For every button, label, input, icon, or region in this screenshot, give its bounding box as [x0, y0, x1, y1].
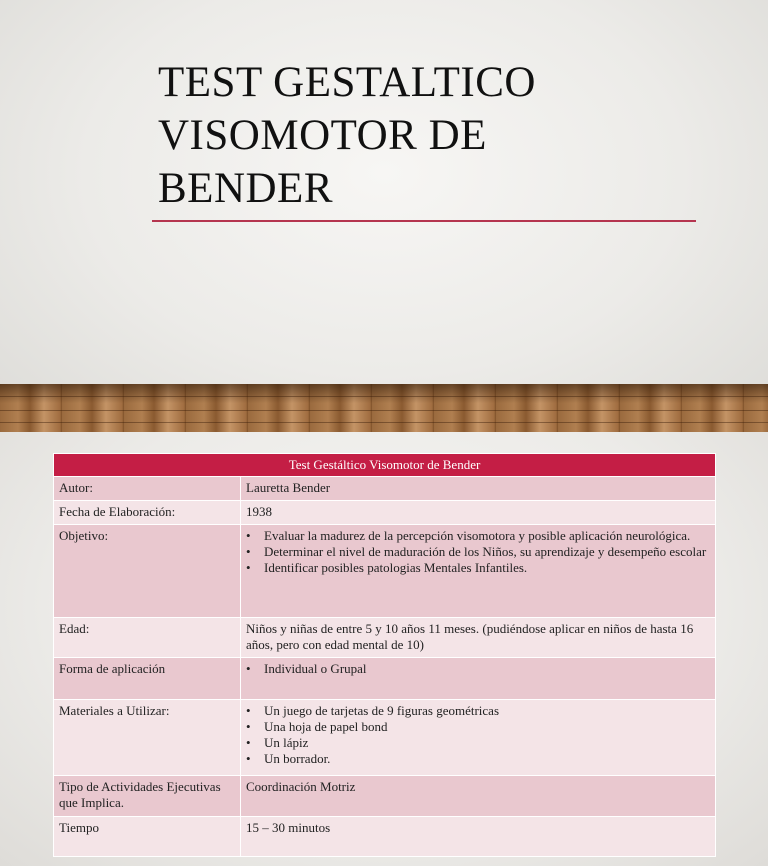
- row-label: Objetivo:: [54, 525, 241, 618]
- table-row: [54, 501, 716, 525]
- row-value: Lauretta Bender: [241, 477, 716, 501]
- row-value: 1938: [241, 501, 716, 525]
- row-label: Tiempo: [54, 817, 241, 857]
- list-item: • Evaluar la madurez de la percepción visomotora y posible aplicación neurológica.: [264, 528, 710, 544]
- table-row: [54, 776, 716, 817]
- row-label: Autor:: [54, 477, 241, 501]
- title-underline: [152, 220, 696, 222]
- row-label: Tipo de Actividades Ejecutivas que Implica.: [54, 776, 241, 817]
- row-value: [241, 525, 716, 618]
- title-line: TEST GESTALTICO: [158, 59, 536, 106]
- table-row: [54, 700, 716, 776]
- table-row: [54, 525, 716, 618]
- table-row: [54, 477, 716, 501]
- row-value: Coordinación Motriz: [241, 776, 716, 817]
- table-row: [54, 817, 716, 857]
- title-line: VISOMOTOR DE: [158, 112, 487, 159]
- slide-title: [158, 56, 698, 215]
- row-value: Niños y niñas de entre 5 y 10 años 11 meses. (pudiéndose aplicar en niños de hasta 16 años, pero con edad mental de 10): [241, 618, 716, 658]
- list-item: • Un lápiz: [264, 735, 710, 751]
- list-item: • Individual o Grupal: [264, 661, 710, 677]
- row-label: Materiales a Utilizar:: [54, 700, 241, 776]
- table-header: Test Gestáltico Visomotor de Bender: [54, 454, 716, 477]
- title-slide: [0, 0, 768, 432]
- row-label: Fecha de Elaboración:: [54, 501, 241, 525]
- list-item: • Una hoja de papel bond: [264, 719, 710, 735]
- objective-list: [246, 528, 710, 576]
- info-table: [53, 453, 716, 857]
- application-list: [246, 661, 710, 677]
- list-item: • Un borrador.: [264, 751, 710, 767]
- row-value: 15 – 30 minutos: [241, 817, 716, 857]
- row-value: [241, 700, 716, 776]
- table-row: [54, 618, 716, 658]
- table-row: [54, 658, 716, 700]
- title-line: BENDER: [158, 165, 333, 212]
- row-label: Forma de aplicación: [54, 658, 241, 700]
- table-slide: [0, 432, 768, 866]
- materials-list: [246, 703, 710, 767]
- row-value: [241, 658, 716, 700]
- wood-floor-decoration: [0, 384, 768, 432]
- list-item: • Identificar posibles patologias Mentales Infantiles.: [264, 560, 710, 576]
- list-item: • Un juego de tarjetas de 9 figuras geométricas: [264, 703, 710, 719]
- row-label: Edad:: [54, 618, 241, 658]
- list-item: • Determinar el nivel de maduración de los Niños, su aprendizaje y desempeño escolar: [264, 544, 710, 560]
